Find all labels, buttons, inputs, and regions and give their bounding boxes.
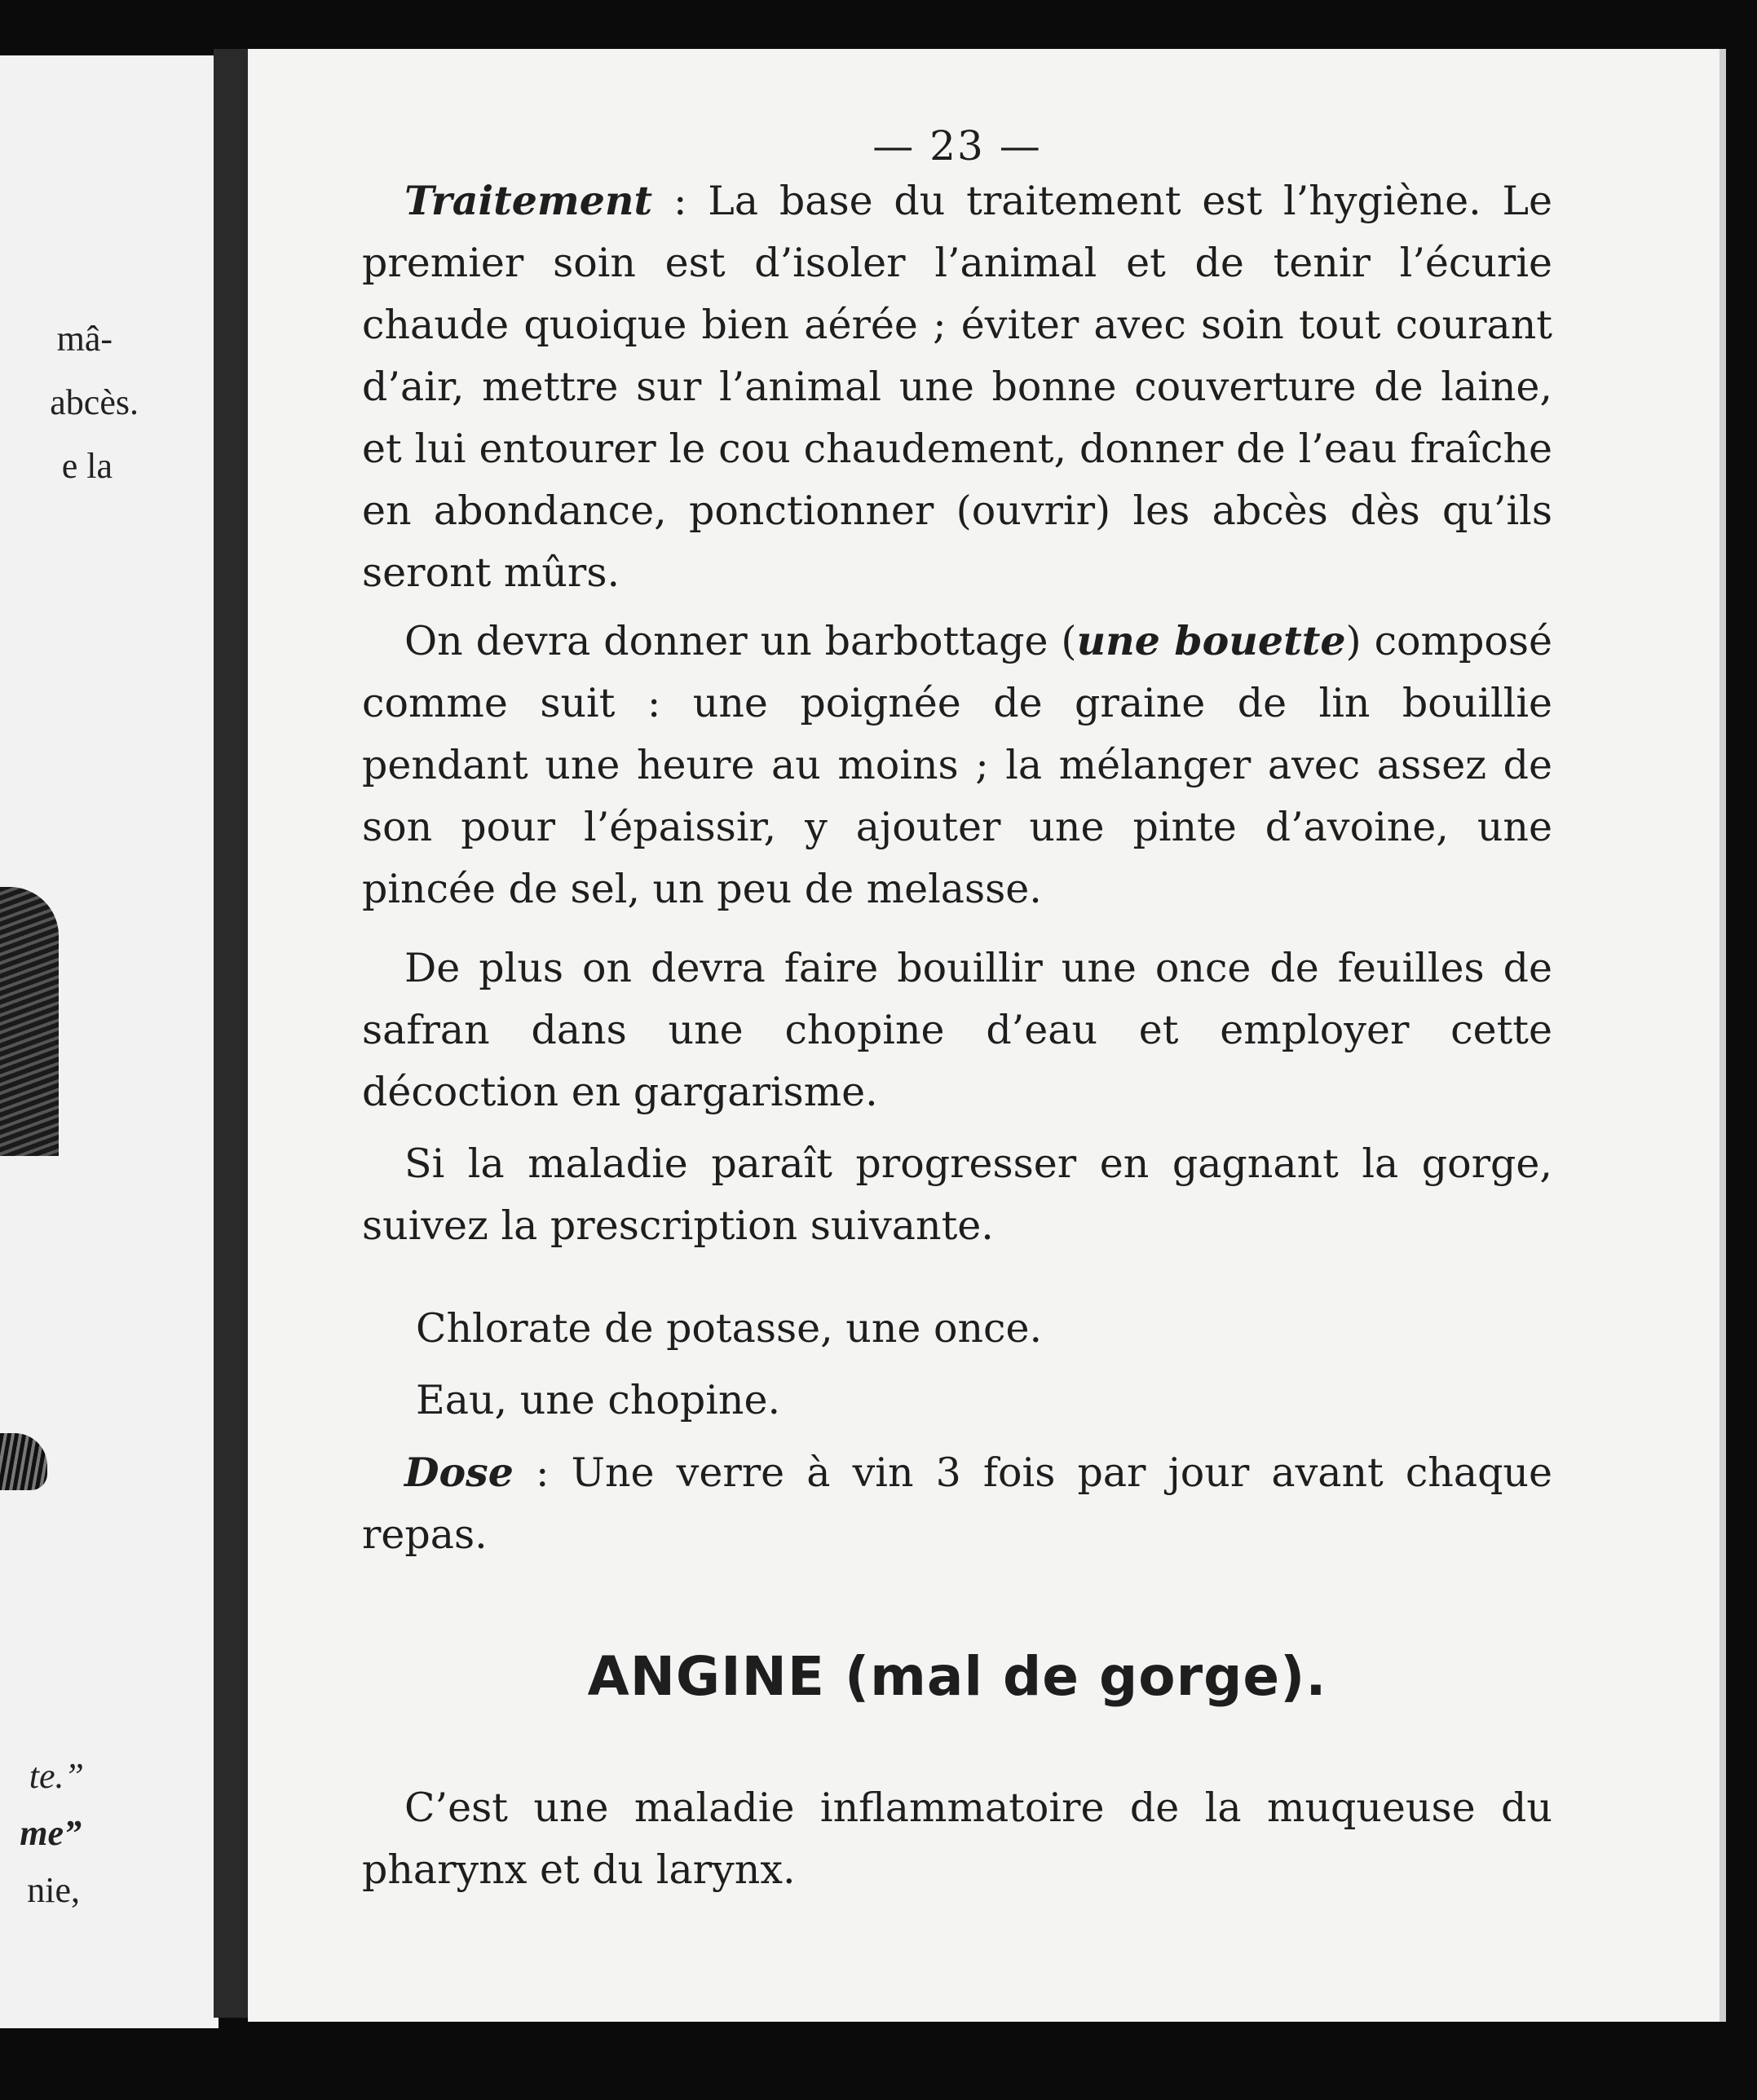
paragraph-treatment xyxy=(362,170,1552,604)
paragraph-progression: Si la maladie paraît progresser en gagnant la gorge, suivez la prescription suivante. xyxy=(362,1140,1552,1249)
left-fragment: e la xyxy=(61,446,113,486)
dose-label: Dose xyxy=(404,1449,514,1496)
left-fragment: mâ- xyxy=(56,319,113,359)
left-illustration-fragment xyxy=(0,887,59,1156)
paragraph-dose: Dose : Une verre à vin 3 fois par jour avant chaque repas. xyxy=(362,1449,1552,1558)
book-gutter xyxy=(214,49,248,2018)
left-fragment: abcès. xyxy=(50,382,139,422)
recipe-line: Eau, une chopine. xyxy=(416,1377,781,1423)
section-heading: ANGINE (mal de gorge). xyxy=(587,1645,1327,1708)
left-illustration-fragment xyxy=(0,1433,47,1490)
page-edge xyxy=(1719,49,1726,2022)
recipe-line: Chlorate de potasse, une once. xyxy=(416,1305,1043,1352)
left-fragment: me” xyxy=(20,1813,82,1853)
paragraph-saffron: De plus on devra faire bouillir une once de feuilles de safran dans une chopine d’eau et employer cette décoction en gargarisme. xyxy=(362,945,1552,1115)
left-fragment: nie, xyxy=(27,1870,80,1910)
left-fragment: te.” xyxy=(29,1756,84,1796)
page-number: — 23 — xyxy=(872,122,1042,170)
paragraph-angine: C’est une maladie inflammatoire de la muqueuse du pharynx et du larynx. xyxy=(362,1785,1552,1893)
left-facing-page xyxy=(0,55,219,2028)
treatment-text: : La base du traitement est l’hygiène. Le premier soin est d’isoler l’animal et de tenir l’écurie chaude quoique bien aérée ; éviter avec soin tout courant d’air, mettre sur l’animal une bonne couverture de laine, et lui entourer le cou chaudement, donner de l’eau fraîche en abondance, ponctionner (ouvrir) les abcès dès qu’ils seront mûrs. xyxy=(362,178,1552,596)
treatment-label: Traitement xyxy=(404,177,653,224)
paragraph-barbottage: On devra donner un barbottage (une bouette) composé comme suit : une poignée de graine de lin bouillie pendant une heure au moins ; la mélanger avec assez de son pour l’épaissir, y ajouter une pinte d’avoine, une pincée de sel, un peu de melasse. xyxy=(362,617,1552,912)
barbottage-italic: une bouette xyxy=(1076,617,1346,664)
